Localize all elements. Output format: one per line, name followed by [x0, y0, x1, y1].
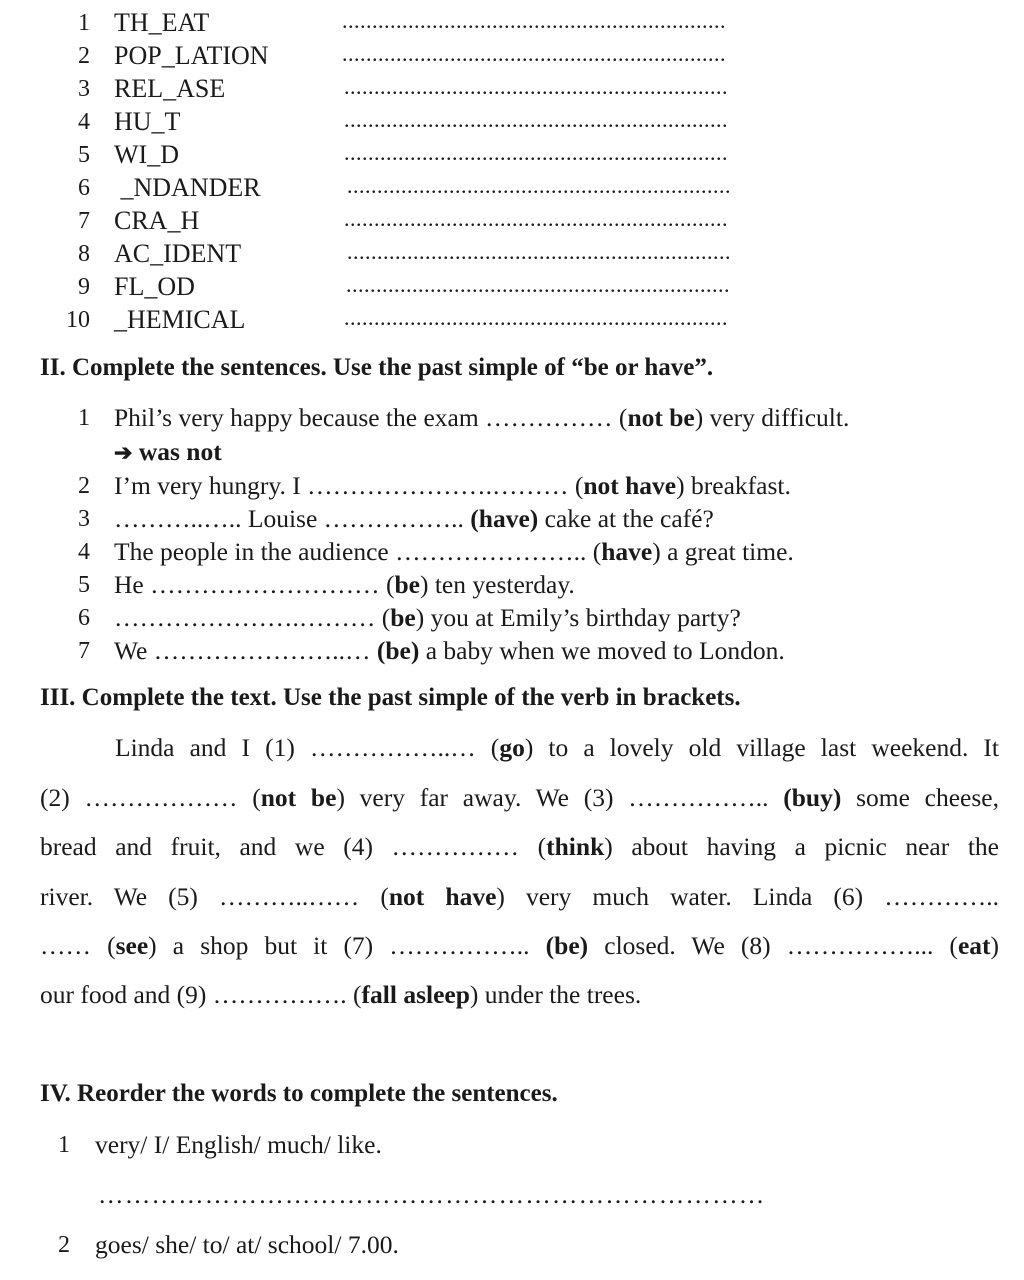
- sentence-prefix: Phil’s very happy because the exam …………… (: [114, 403, 628, 432]
- sentence-suffix: ) very difficult.: [694, 403, 850, 432]
- scrambled-words: very/ I/ English/ much/ like.: [95, 1130, 382, 1159]
- text-segment: Linda and I (1) ……………..… (: [115, 733, 500, 762]
- text-segment: ) to a lovely old village last weekend. It: [524, 733, 1000, 762]
- verb-prompt: fall asleep: [361, 980, 470, 1009]
- arrow-icon: ➔: [114, 440, 133, 465]
- paragraph-line: [40, 783, 999, 813]
- missing-letter-word: AC_IDENT: [114, 239, 242, 268]
- answer-blank[interactable]: ................................................................: [347, 173, 731, 198]
- item-number: 2: [78, 43, 90, 69]
- verb-prompt: (be): [545, 931, 589, 960]
- missing-letter-word: _NDANDER: [114, 173, 261, 202]
- answer-blank[interactable]: ................................................................: [347, 239, 731, 264]
- example-answer-text: was not: [138, 437, 222, 466]
- text-segment: …… (: [40, 931, 116, 960]
- section-4-heading: IV. Reorder the words to complete the sentences.: [40, 1080, 558, 1107]
- missing-letter-word: WI_D: [114, 140, 179, 169]
- item-number: 9: [78, 274, 90, 300]
- text-segment: (2) ……………… (: [40, 783, 261, 812]
- verb-prompt: (have): [470, 504, 539, 533]
- item-number: 1: [78, 405, 90, 431]
- paragraph-line: [40, 931, 999, 961]
- answer-blank[interactable]: ................................................................: [346, 272, 730, 297]
- verb-prompt: (be): [376, 636, 420, 665]
- item-number: 8: [78, 241, 90, 267]
- sentence-prefix: ………………….……… (: [114, 603, 391, 632]
- item-number: 3: [78, 506, 90, 532]
- verb-prompt: be: [394, 570, 420, 599]
- sentence-prefix: ………..….. Louise ……………..: [114, 504, 471, 533]
- paragraph-line: [115, 733, 999, 763]
- sentence-prefix: I’m very hungry. I ………………….……… (: [114, 471, 584, 500]
- sentence-suffix: ) ten yesterday.: [419, 570, 575, 599]
- sentence-text: [114, 403, 849, 433]
- verb-prompt: be: [390, 603, 416, 632]
- item-number: 6: [78, 175, 90, 201]
- text-segment: ) very far away. We (3) ……………..: [336, 783, 784, 812]
- item-number: 7: [78, 638, 90, 664]
- item-number: 4: [78, 109, 90, 135]
- text-segment: some cheese,: [841, 783, 999, 812]
- text-segment: ) about having a picnic near the: [604, 832, 999, 861]
- scrambled-words: goes/ she/ to/ at/ school/ 7.00.: [95, 1230, 399, 1259]
- sentence-prefix: The people in the audience ………………….. (: [114, 537, 602, 566]
- sentence-suffix: a baby when we moved to London.: [419, 636, 785, 665]
- text-segment: ) very much water. Linda (6) …………..: [496, 882, 999, 911]
- text-segment: our food and (9) ……………. (: [40, 980, 362, 1009]
- sentence-prefix: We …………………..…: [114, 636, 377, 665]
- verb-prompt: think: [546, 832, 605, 861]
- item-number: 6: [78, 605, 90, 631]
- answer-blank[interactable]: ................................................................: [344, 74, 728, 99]
- paragraph-line: [40, 882, 999, 912]
- missing-letter-word: TH_EAT: [114, 8, 210, 37]
- sentence-suffix: ) breakfast.: [676, 471, 791, 500]
- item-number: 1: [78, 10, 90, 36]
- verb-prompt: not be: [627, 403, 695, 432]
- answer-blank[interactable]: ................................................................: [342, 41, 726, 66]
- verb-prompt: eat: [957, 931, 991, 960]
- example-answer: [114, 437, 222, 467]
- text-segment: ) under the trees.: [469, 980, 642, 1009]
- sentence-text: [114, 504, 714, 534]
- text-segment: river. We (5) ………..…… (: [40, 882, 389, 911]
- text-segment: bread and fruit, and we (4) …………… (: [40, 832, 547, 861]
- item-number: 5: [78, 142, 90, 168]
- answer-blank[interactable]: ................................................................: [344, 107, 728, 132]
- verb-prompt: not have: [583, 471, 677, 500]
- verb-prompt: go: [499, 733, 525, 762]
- item-number: 2: [78, 473, 90, 499]
- answer-blank[interactable]: ................................................................: [344, 206, 728, 231]
- missing-letter-word: POP_LATION: [114, 41, 269, 70]
- paragraph-line: [40, 832, 999, 862]
- verb-prompt: see: [115, 931, 149, 960]
- missing-letter-word: FL_OD: [114, 272, 195, 301]
- sentence-text: [114, 570, 575, 600]
- text-segment: ): [990, 931, 999, 960]
- section-3-heading: III. Complete the text. Use the past simple of the verb in brackets.: [40, 684, 741, 711]
- sentence-prefix: He ……………………… (: [114, 570, 395, 599]
- verb-prompt: not have: [388, 882, 497, 911]
- sentence-text: [114, 537, 794, 567]
- missing-letter-word: REL_ASE: [114, 74, 226, 103]
- answer-blank[interactable]: ................................................................: [344, 140, 728, 165]
- verb-prompt: have: [601, 537, 653, 566]
- answer-line[interactable]: …………………………………………………………………: [98, 1180, 766, 1209]
- item-number: 7: [78, 208, 90, 234]
- sentence-suffix: ) a great time.: [652, 537, 794, 566]
- item-number: 10: [66, 307, 90, 333]
- sentence-suffix: cake at the café?: [538, 504, 714, 533]
- text-segment: closed. We (8) ……………... (: [588, 931, 958, 960]
- text-segment: ) a shop but it (7) ……………..: [148, 931, 546, 960]
- missing-letter-word: _HEMICAL: [114, 305, 246, 334]
- paragraph-line: [40, 980, 999, 1010]
- item-number: 2: [58, 1232, 70, 1258]
- item-number: 5: [78, 572, 90, 598]
- verb-prompt: (buy): [783, 783, 842, 812]
- verb-prompt: not be: [260, 783, 337, 812]
- sentence-text: [114, 636, 785, 666]
- missing-letter-word: CRA_H: [114, 206, 200, 235]
- sentence-suffix: ) you at Emily’s birthday party?: [415, 603, 741, 632]
- answer-blank[interactable]: ................................................................: [342, 8, 726, 33]
- sentence-text: [114, 603, 741, 633]
- item-number: 1: [58, 1132, 70, 1158]
- sentence-text: [114, 471, 791, 501]
- item-number: 4: [78, 539, 90, 565]
- missing-letter-word: HU_T: [114, 107, 181, 136]
- answer-blank[interactable]: ................................................................: [344, 305, 728, 330]
- section-2-heading: II. Complete the sentences. Use the past simple of “be or have”.: [40, 354, 714, 381]
- item-number: 3: [78, 76, 90, 102]
